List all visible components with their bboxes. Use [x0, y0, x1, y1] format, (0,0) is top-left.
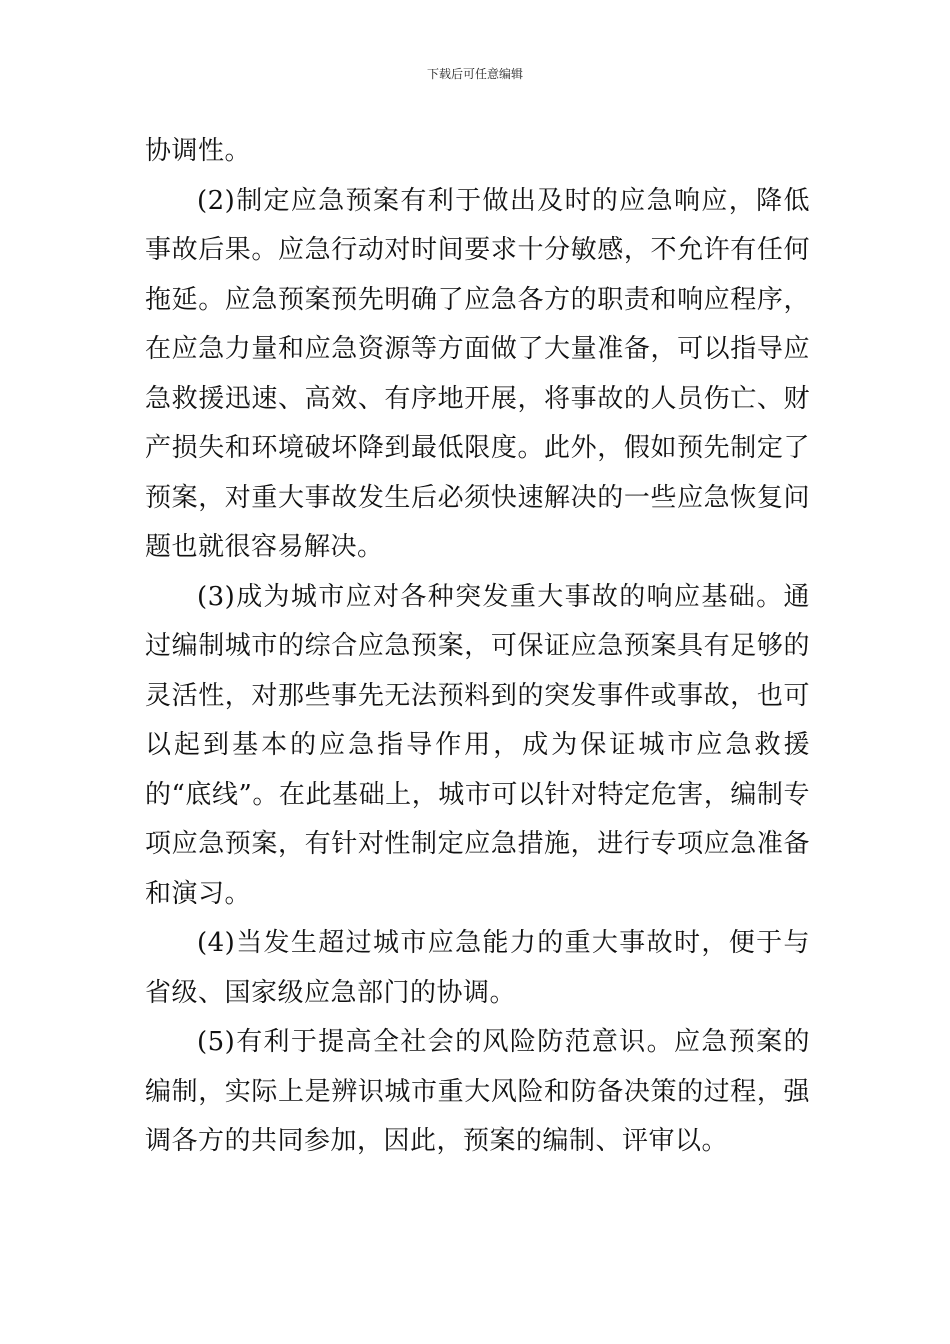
- paragraph-continuation: 协调性。: [145, 136, 252, 166]
- document-body: [145, 127, 810, 1167]
- page-header: 下载后可任意编辑: [426, 67, 523, 81]
- paragraph-item-5: (5)有利于提高全社会的风险防范意识。应急预案的编制，实际上是辨识城市重大风险和防备决策的过程，强调各方的共同参加，因此，预案的编制、评审以。: [145, 1027, 810, 1156]
- paragraph-item-2: (2)制定应急预案有利于做出及时的应急响应，降低事故后果。应急行动对时间要求十分敏感，不允许有任何拖延。应急预案预先明确了应急各方的职责和响应程序，在应急力量和应急资源等方面做了大量准备，可以指导应急救援迅速、高效、有序地开展，将事故的人员伤亡、财产损失和环境破坏降到最低限度。此外，假如预先制定了预案，对重大事故发生后必须快速解决的一些应急恢复问题也就很容易解决。: [145, 185, 810, 562]
- paragraph-item-4: (4)当发生超过城市应急能力的重大事故时，便于与省级、国家级应急部门的协调。: [145, 928, 810, 1008]
- paragraph-item-3: (3)成为城市应对各种突发重大事故的响应基础。通过编制城市的综合应急预案，可保证应急预案具有足够的灵活性，对那些事先无法预料到的突发事件或事故，也可以起到基本的应急指导作用，成为保证城市应急救援的“底线”。在此基础上，城市可以针对特定危害，编制专项应急预案，有针对性制定应急措施，进行专项应急准备和演习。: [145, 581, 810, 909]
